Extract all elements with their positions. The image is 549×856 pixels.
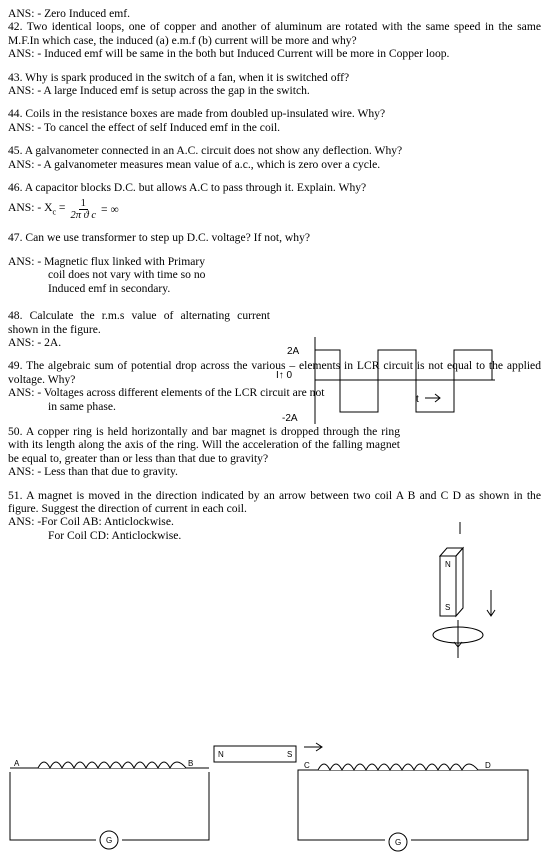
two-coils-figure: [0, 738, 549, 856]
label-g1: G: [106, 836, 113, 845]
square-wave-figure: [270, 332, 510, 428]
reactance-fraction: [68, 198, 98, 221]
coil-ab: [38, 762, 186, 768]
q47-answer-line-1: ANS: - Magnetic flux linked with Primary: [8, 254, 206, 268]
label-time: t: [416, 394, 419, 405]
q46-answer-prefix: ANS: - X: [8, 201, 53, 215]
q47-question: 47. Can we use transformer to step up D.C. voltage? If not, why?: [8, 231, 311, 245]
label-minus-2a: -2A: [282, 413, 298, 424]
magnet-north: N: [218, 750, 224, 759]
fraction-denominator: 2π ϑ c: [70, 210, 97, 222]
q46-block: [8, 181, 541, 221]
document-page: [8, 7, 541, 552]
q50-question: 50. A copper ring is held horizontally and bar magnet is dropped through the ring with its length along the axis of the ring. Will the acceleration of the falling magnet be equal to, greater than or less than that due to gravity?: [8, 424, 400, 465]
q48-question: 48. Calculate the r.m.s value of alternating current shown in the figure.: [8, 309, 270, 336]
pole-south: S: [445, 603, 451, 612]
q47-answer-line-3: Induced emf in secondary.: [48, 281, 171, 295]
q42-question: 42. Two identical loops, one of copper and another of aluminum are rotated with the same speed in the same M.F.In which case, the induced (a) e.m.f (b) current will be more and why?: [8, 20, 541, 47]
q47-block: [8, 231, 541, 295]
label-a: A: [14, 759, 20, 768]
q45-block: [8, 144, 541, 171]
q44-answer: ANS: - To cancel the effect of self Induced emf in the coil.: [8, 120, 281, 134]
square-wave: [315, 350, 492, 412]
q49-answer-line-1: ANS: - Voltages across different elements of the LCR circuit are not: [8, 386, 325, 400]
q43-answer: ANS: - A large Induced emf is setup across the gap in the switch.: [8, 84, 310, 98]
q46-answer-eq: =: [58, 201, 66, 215]
q46-answer: [8, 198, 541, 221]
q42-block: [8, 20, 541, 60]
magnet-ring-figure: [420, 520, 500, 660]
q43-block: [8, 71, 541, 98]
fraction-numerator: 1: [80, 198, 86, 210]
label-d: D: [485, 761, 491, 770]
q50-answer: ANS: - Less than that due to gravity.: [8, 465, 178, 479]
q46-answer-sub: c: [52, 207, 57, 217]
circuit-cd: [298, 770, 528, 840]
q41-answer: ANS: - Zero Induced emf.: [8, 7, 131, 20]
label-c: C: [304, 761, 310, 770]
magnet-south: S: [287, 750, 293, 759]
label-2a: 2A: [287, 346, 300, 357]
q51-question: 51. A magnet is moved in the direction indicated by an arrow between two coil A B and C D as shown in the figure. Suggest the direction of current in each coil.: [8, 488, 541, 515]
q51-answer-line-2: For Coil CD: Anticlockwise.: [48, 528, 182, 542]
circuit-ab: [10, 768, 209, 840]
label-g2: G: [395, 838, 402, 847]
bar-magnet-horizontal: [214, 746, 296, 762]
label-current-zero: I↑ 0: [276, 370, 293, 381]
q46-answer-suffix: = ∞: [101, 203, 119, 217]
bar-magnet-side: [456, 548, 463, 616]
q49-question: 49. The algebraic sum of potential drop across the various – elements in LCR circuit is not equal to the applied voltage. Why?: [8, 359, 541, 386]
coil-cd: [318, 764, 478, 770]
q44-question: 44. Coils in the resistance boxes are made from doubled up-insulated wire. Why?: [8, 107, 386, 121]
q50-block: [8, 425, 400, 479]
q44-block: [8, 107, 541, 134]
capacitive-reactance-formula: [8, 198, 119, 221]
q42-answer: ANS: - Induced emf will be same in the both but Induced Current will be more in Copper loop.: [8, 47, 450, 61]
label-b: B: [188, 759, 194, 768]
q48-answer: ANS: - 2A.: [8, 335, 62, 349]
q47-answer: [8, 255, 268, 295]
q49-answer-line-2: in same phase.: [48, 399, 116, 413]
q43-question: 43. Why is spark produced in the switch of a fan, when it is switched off?: [8, 70, 350, 84]
q47-answer-line-2: coil does not vary with time so no: [48, 268, 206, 282]
q48-block: [8, 309, 270, 349]
q46-question: 46. A capacitor blocks D.C. but allows A.C to pass through it. Explain. Why?: [8, 181, 367, 195]
q51-answer-line-1: ANS: -For Coil AB: Anticlockwise.: [8, 515, 174, 529]
q45-answer: ANS: - A galvanometer measures mean value of a.c., which is zero over a cycle.: [8, 157, 381, 171]
pole-north: N: [445, 560, 451, 569]
q45-question: 45. A galvanometer connected in an A.C. circuit does not show any deflection. Why?: [8, 144, 403, 158]
